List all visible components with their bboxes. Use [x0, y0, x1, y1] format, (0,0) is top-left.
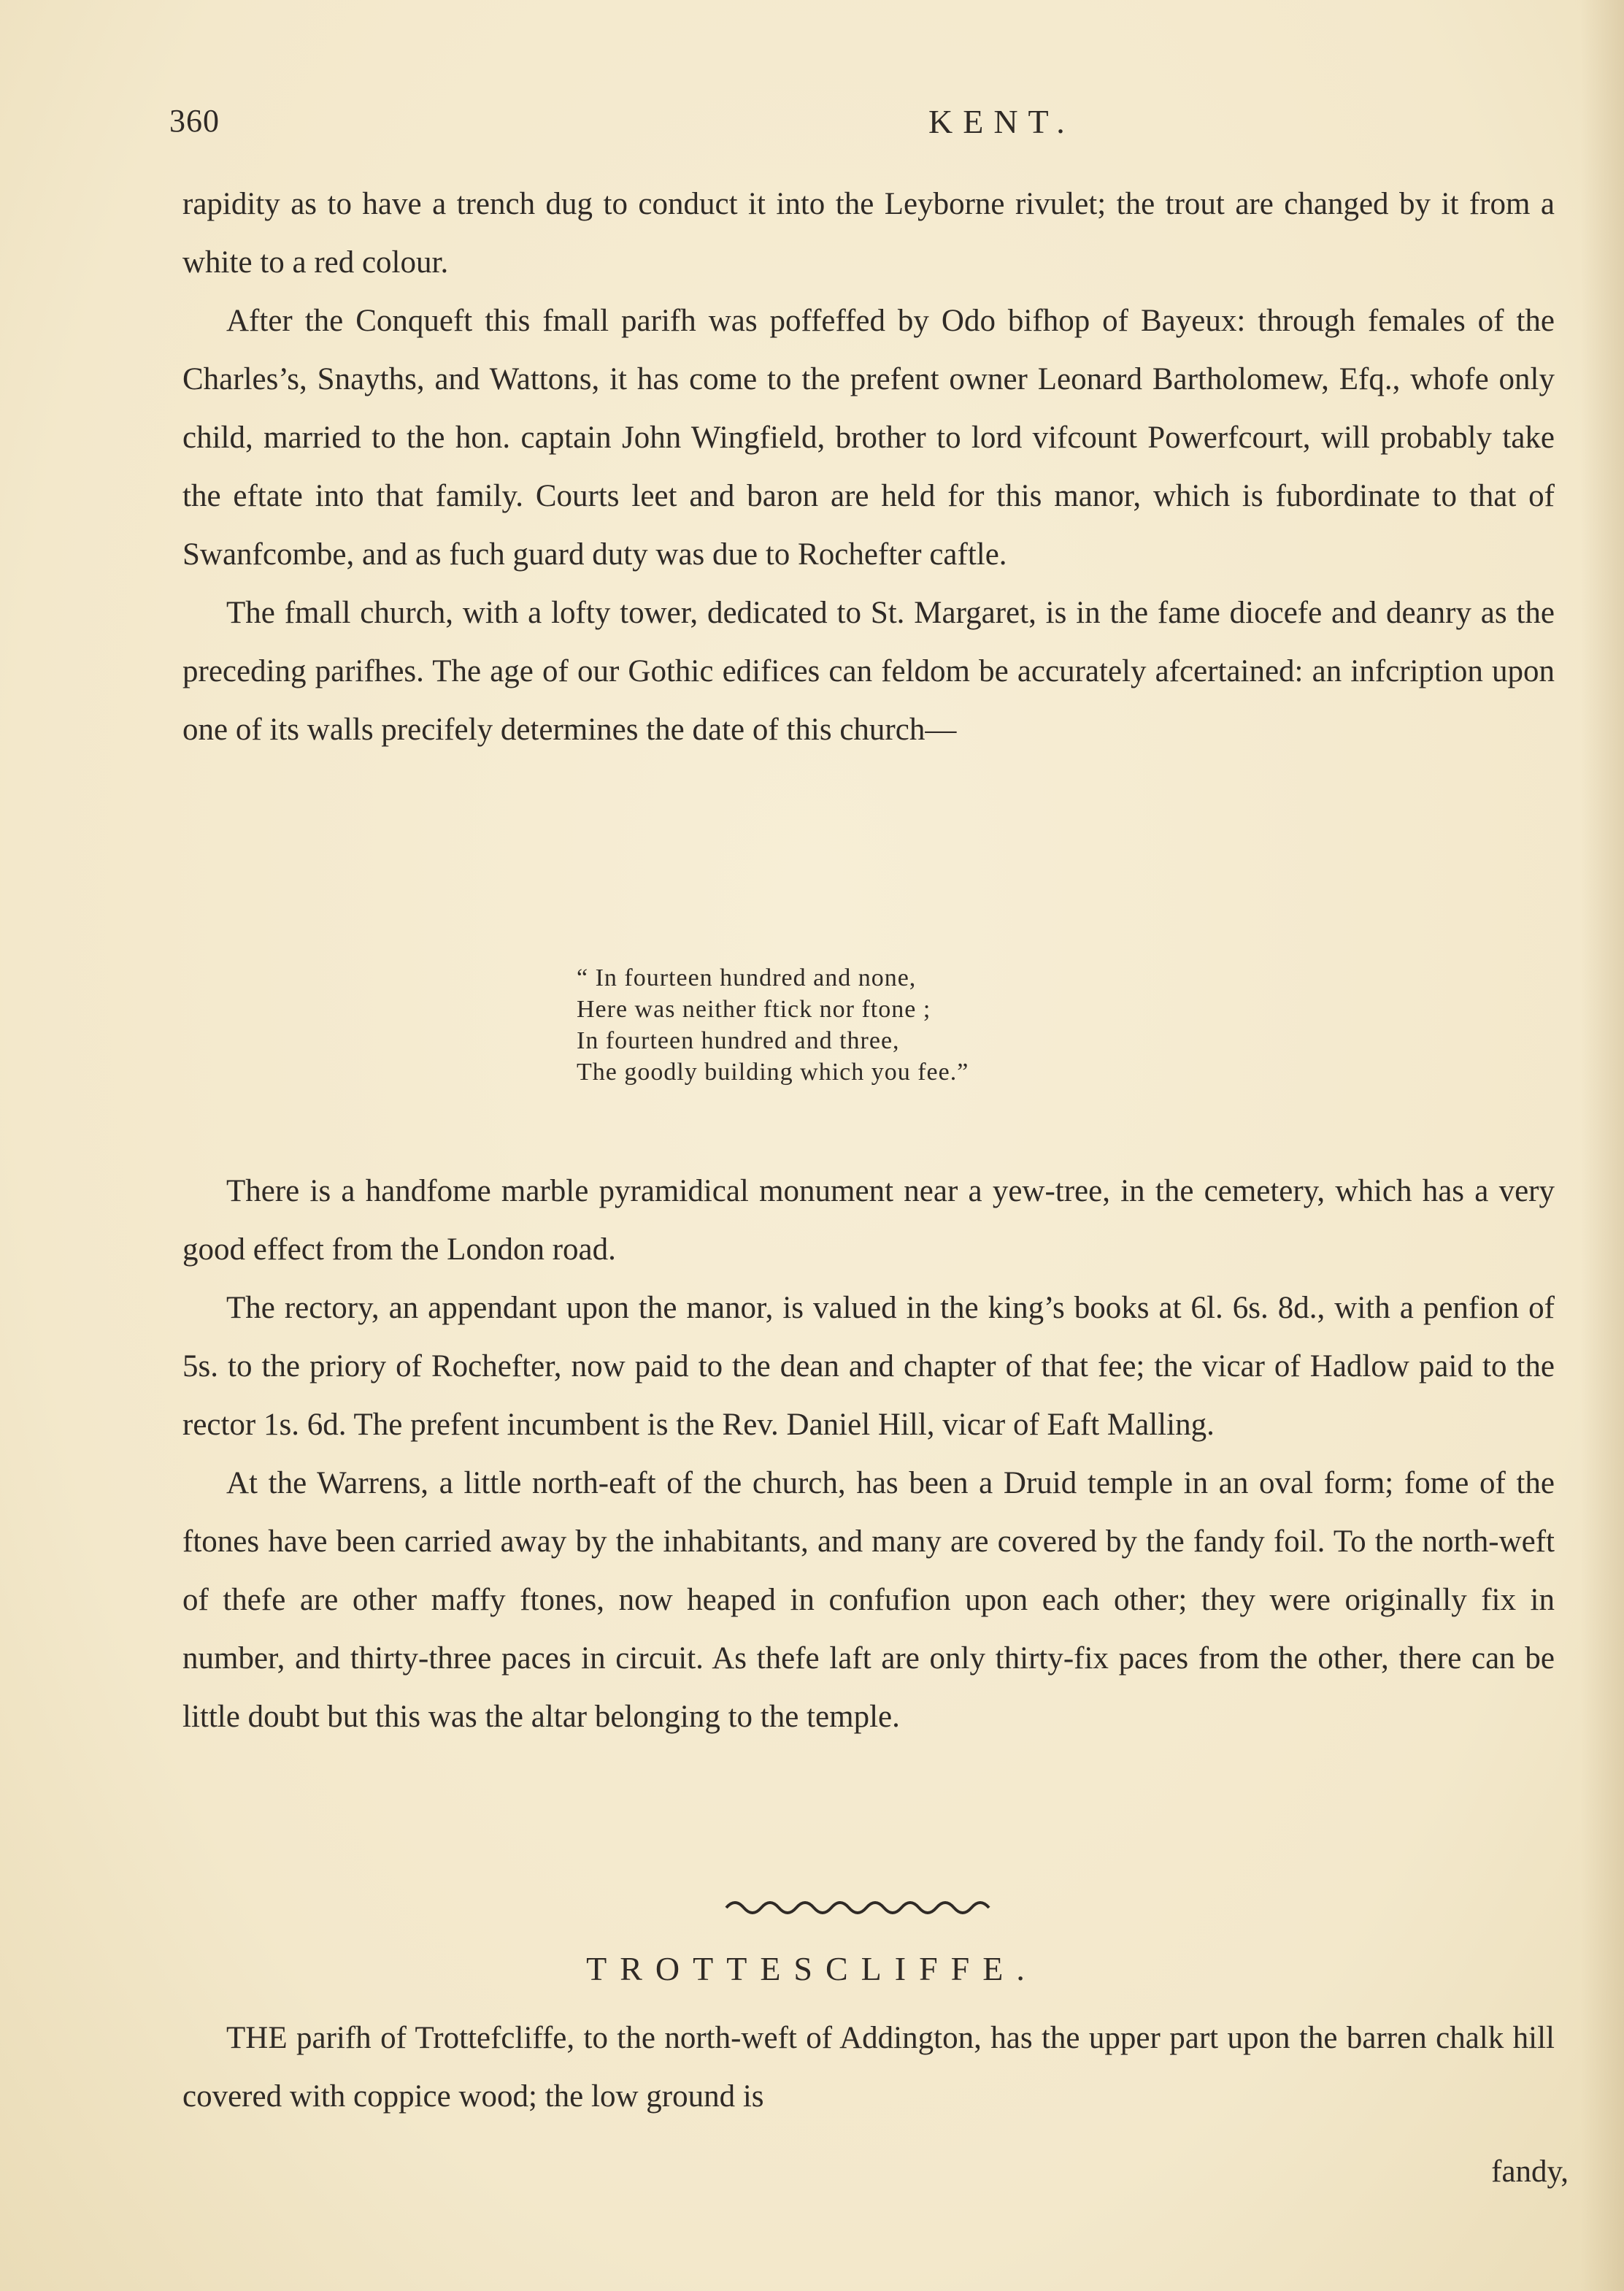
running-head: KENT.: [928, 103, 1075, 140]
verse-line: In fourteen hundred and three,: [577, 1027, 900, 1054]
paragraph: THE parifh of Trottefcliffe, to the north-weft of Addington, has the upper part upon the barren chalk hill covered with coppice wood; the low ground is: [182, 2021, 1555, 2114]
paragraph: rapidity as to have a trench dug to conduct it into the Leyborne rivulet; the trout are changed by it from a white to a red colour.: [182, 187, 1555, 280]
verse-line: The goodly building which you fee.”: [577, 1059, 969, 1086]
page-number: 360: [169, 103, 220, 139]
body-text-middle: [182, 1162, 1555, 1746]
page-edge-shadow: [1580, 0, 1624, 2291]
catchword: fandy,: [1491, 2154, 1569, 2189]
section-title: TROTTESCLIFFE.: [586, 1950, 1038, 1987]
inscription-verse: [577, 962, 969, 1088]
paragraph: There is a handfome marble pyramidical monument near a yew-tree, in the cemetery, which has a very good effect from the London road.: [182, 1174, 1555, 1267]
paragraph: After the Conqueft this fmall parifh was poffeffed by Odo bifhop of Bayeux: through females of the Charles’s, Snayths, and Wattons, it has come to the prefent owner Leonard Bartholomew, Efq., whofe only child, married to the hon. captain John Wingfield, brother to lord vifcount Powerfcourt, will probably take the eftate into that family. Courts leet and baron are held for this manor, which is fubordinate to that of Swanfcombe, and as fuch guard duty was due to Rochefter caftle.: [182, 304, 1555, 572]
verse-line: “ In fourteen hundred and none,: [577, 964, 917, 991]
body-text-bottom: [182, 2009, 1555, 2126]
paragraph: At the Warrens, a little north-eaft of the church, has been a Druid temple in an oval form; fome of the ftones have been carried away by the inhabitants, and many are covered by the fandy foil. To the north-weft of thefe are other maffy ftones, now heaped in confufion upon each other; they were originally fix in number, and thirty-three paces in circuit. As thefe laft are only thirty-fix paces from the other, there can be little doubt but this was the altar belonging to the temple.: [182, 1466, 1555, 1734]
verse-line: Here was neither ftick nor ftone ;: [577, 996, 931, 1023]
page-header: [169, 102, 1571, 146]
ornamental-divider: [723, 1895, 1015, 1916]
body-text-top: [182, 175, 1555, 759]
paragraph: The rectory, an appendant upon the manor, is valued in the king’s books at 6l. 6s. 8d., with a penfion of 5s. to the priory of Rochefter, now paid to the dean and chapter of that fee; the vicar of Hadlow paid to the rector 1s. 6d. The prefent incumbent is the Rev. Daniel Hill, vicar of Eaft Malling.: [182, 1291, 1555, 1442]
paragraph: The fmall church, with a lofty tower, dedicated to St. Margaret, is in the fame diocefe and deanry as the preceding parifhes. The age of our Gothic edifices can feldom be accurately afcertained: an infcription upon one of its walls precifely determines the date of this church—: [182, 596, 1555, 747]
